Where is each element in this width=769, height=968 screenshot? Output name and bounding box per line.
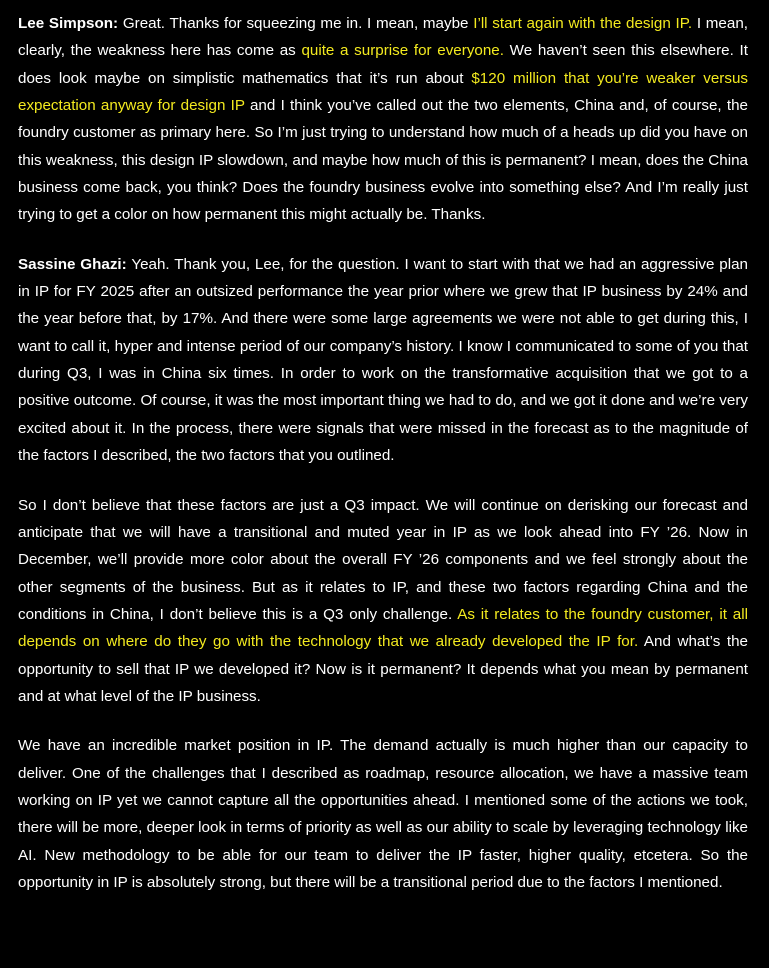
text-segment: We haven’t seen this elsewhere. It does look maybe on simplistic mathematics that it’s run about bbox=[18, 42, 748, 87]
highlighted-text-segment: I’ll start again with the design IP. bbox=[473, 15, 693, 32]
transcript-paragraph bbox=[18, 492, 748, 711]
text-segment: Yeah. Thank you, Lee, for the question. I want to start with that we had an aggressive plan in IP for FY 2025 after an outsized performance the year prior where we grew that IP business by 24% and the year before that, by 17%. And there were some large agreements we were not able to get during this, I want to call it, hyper and intense period of our company’s history. I know I communicated to some of you that during Q3, I was in China six times. In order to work on the transformative acquisition that we got to a positive outcome. Of course, it was the most important thing we had to do, and we got it done and we’re very excited about it. In the process, there were signals that were missed in the forecast as to the magnitude of the factors I described, the two factors that you outlined. bbox=[18, 255, 748, 465]
text-segment: Great. Thanks for squeezing me in. I mean, maybe bbox=[118, 15, 474, 32]
highlighted-text-segment: As it relates to the foundry customer, it all depends on where do they go with the technology that we already developed the IP for. bbox=[18, 605, 748, 651]
transcript-paragraph-sassine-ghazi bbox=[18, 251, 748, 470]
transcript-paragraph bbox=[18, 732, 748, 896]
transcript-paragraph-lee-simpson bbox=[18, 10, 748, 229]
speaker-name: Lee Simpson: bbox=[18, 15, 119, 32]
text-segment: So I don’t believe that these factors are just a Q3 impact. We will continue on derisking our forecast and anticipate that we will have a transitional and muted year in IP as we look ahead into FY ’26. Now in December, we’ll provide more color about the overall FY ’26 components and we feel strongly about the other segments of the business. But as it relates to IP, and these two factors regarding China and the conditions in China, I don’t believe this is a Q3 only challenge. bbox=[18, 496, 748, 623]
highlighted-text-segment: $120 million that you’re weaker versus expectation anyway for design IP bbox=[18, 69, 748, 115]
speaker-name: Sassine Ghazi: bbox=[18, 255, 127, 273]
text-segment: We have an incredible market position in IP. The demand actually is much higher than our capacity to deliver. One of the challenges that I described as roadmap, resource allocation, we have a massive team working on IP yet we cannot capture all the opportunities ahead. I mentioned some of the actions we took, there will be more, deeper look in terms of priority as well as our ability to scale by leveraging technology like AI. New methodology to be able for our team to deliver the IP faster, higher quality, etcetera. So the opportunity in IP is absolutely strong, but there will be a transitional period due to the factors I mentioned. bbox=[18, 737, 748, 891]
highlighted-text-segment: quite a surprise for everyone. bbox=[301, 42, 504, 60]
text-segment: And what’s the opportunity to sell that IP we developed it? Now is it permanent? It depends what you mean by permanent and at what level of the IP business. bbox=[18, 633, 748, 705]
text-segment: and I think you’ve called out the two elements, China and, of course, the foundry customer as primary here. So I’m just trying to understand how much of a heads up did you have on this weakness, this design IP slowdown, and maybe how much of this is permanent? I mean, does the China business come back, you think? Does the foundry business evolve into something else? And I’m really just trying to get a color on how permanent this might actually be. Thanks. bbox=[18, 97, 748, 224]
text-segment: I mean, clearly, the weakness here has come as bbox=[18, 15, 748, 60]
